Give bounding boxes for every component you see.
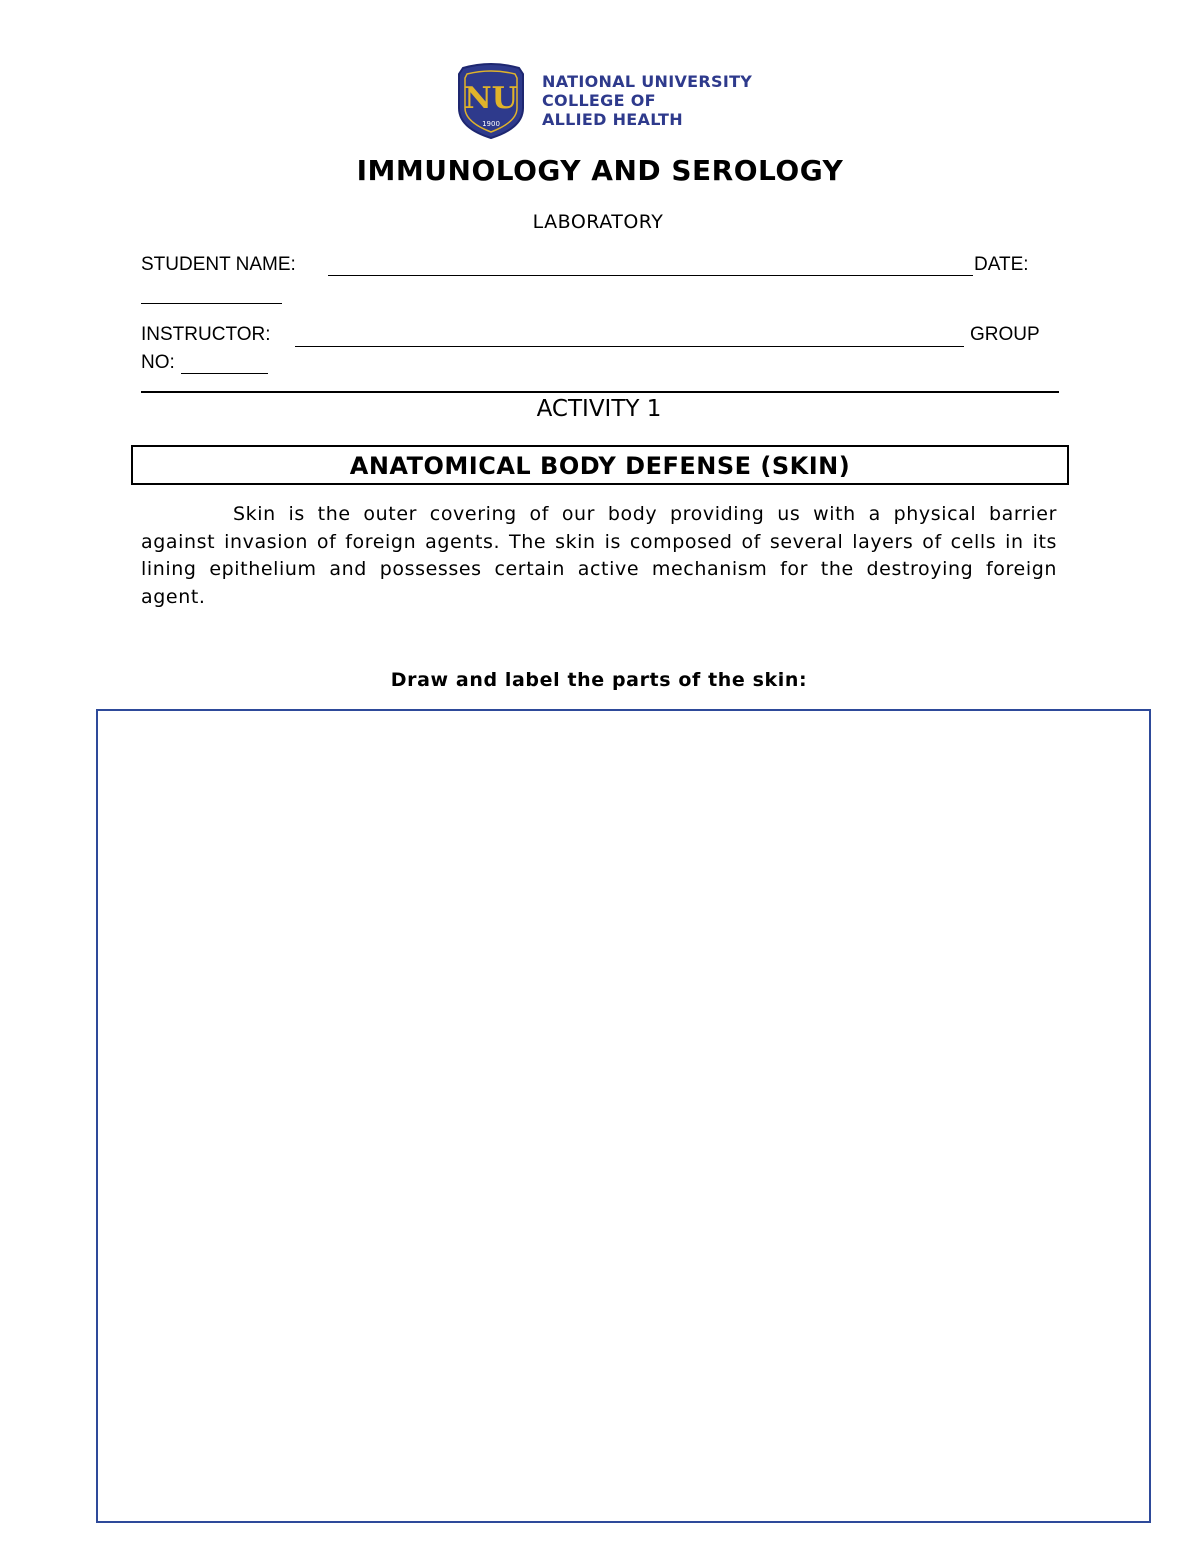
drawing-area[interactable] [96, 709, 1151, 1523]
institution-line-1: NATIONAL UNIVERSITY [542, 72, 753, 91]
seal-year: 1900 [482, 120, 500, 128]
group-label: GROUP [970, 324, 1040, 345]
institution-name [542, 72, 752, 129]
instructor-label: INSTRUCTOR: [141, 324, 271, 345]
section-heading: ANATOMICAL BODY DEFENSE (SKIN) [131, 445, 1069, 485]
header-divider [141, 391, 1059, 393]
date-label: DATE: [974, 254, 1029, 275]
student-name-label: STUDENT NAME: [141, 254, 296, 275]
group-no-line[interactable] [181, 373, 268, 374]
svg-text:NU: NU [464, 81, 518, 116]
drawing-instruction: Draw and label the parts of the skin: [390, 669, 808, 691]
group-no-label: NO: [141, 352, 175, 373]
institution-line-2: COLLEGE OF [542, 91, 656, 110]
page-title: IMMUNOLOGY AND SEROLOGY [356, 154, 844, 187]
university-seal-icon [455, 62, 527, 140]
activity-label: ACTIVITY 1 [536, 396, 662, 422]
student-name-line[interactable] [328, 275, 973, 276]
page-subtitle: LABORATORY [532, 211, 664, 233]
date-line[interactable] [141, 303, 282, 304]
institution-line-3: ALLIED HEALTH [542, 110, 683, 129]
college-logo [455, 62, 755, 142]
intro-paragraph: Skin is the outer covering of our body providing us with a physical barrier against invasion of foreign agents. The skin is composed of several layers of cells in its lining epithelium and possesses certain active mechanism for the destroying foreign agent. [141, 503, 1057, 608]
instructor-line[interactable] [295, 346, 964, 347]
